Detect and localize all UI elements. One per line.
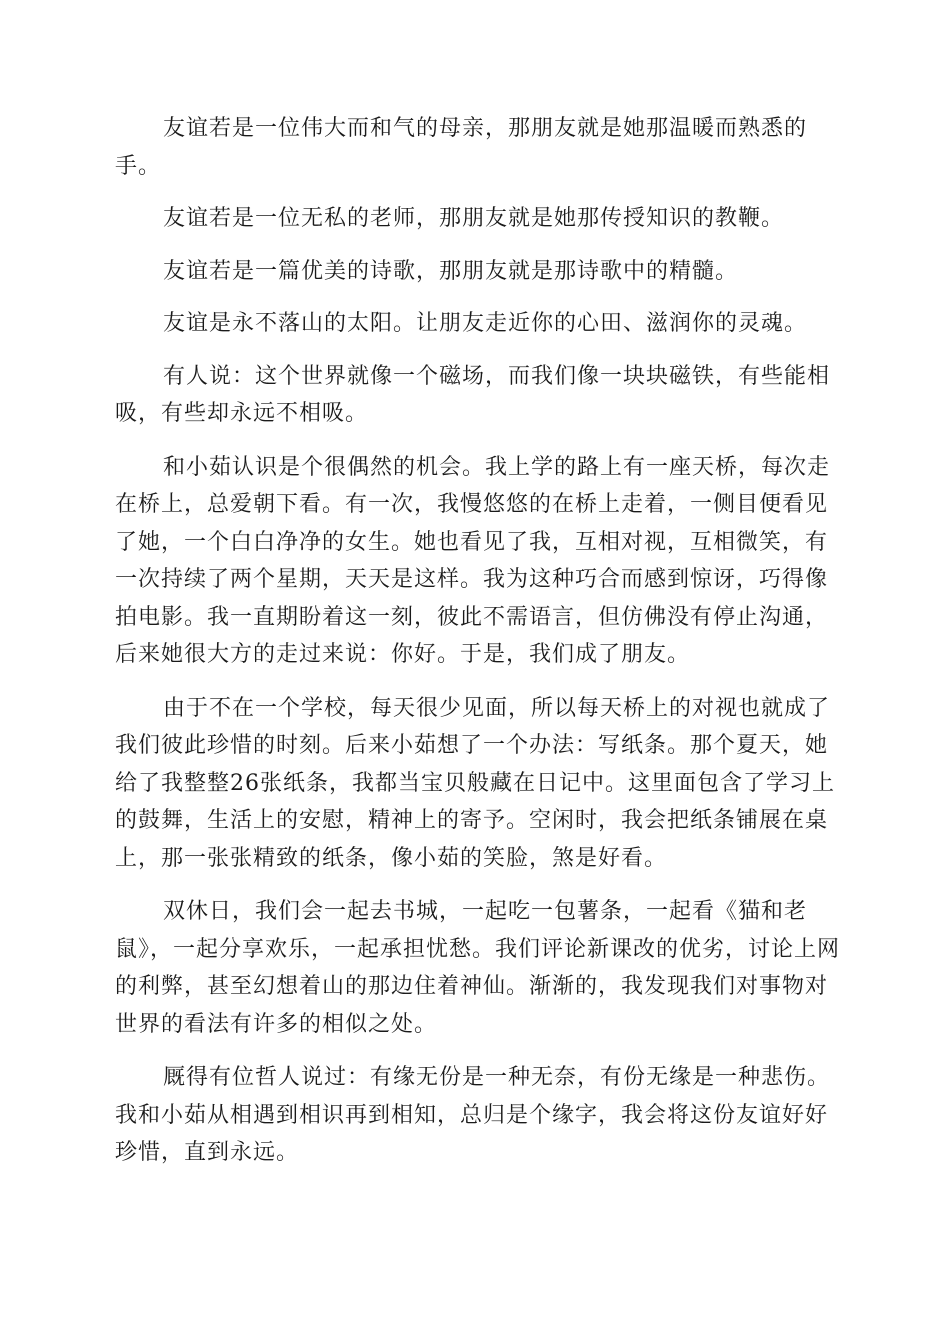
paragraph-2: 友谊若是一位无私的老师，那朋友就是她那传授知识的教鞭。 xyxy=(163,206,785,231)
document-body xyxy=(115,110,840,1188)
paragraph-5: 有人说：这个世界就像一个磁场，而我们像一块块磁铁，有些能相吸，有些却永远不相吸。 xyxy=(115,363,831,426)
paragraph-7: 由于不在一个学校，每天很少见面，所以每天桥上的对视也就成了我们彼此珍惜的时刻。后来小茹想了一个办法：写纸条。那个夏天，她给了我整整26张纸条，我都当宝贝般藏在日记中。这里面包含了学习上的鼓舞，生活上的安慰，精神上的寄予。空闲时，我会把纸条铺展在桌上，那一张张精致的纸条，像小茹的笑脸，煞是好看。 xyxy=(115,695,835,871)
paragraph-4: 友谊是永不落山的太阳。让朋友走近你的心田、滋润你的灵魂。 xyxy=(163,311,808,336)
paragraph-6: 和小茹认识是个很偶然的机会。我上学的路上有一座天桥，每次走在桥上，总爱朝下看。有一次，我慢悠悠的在桥上走着，一侧目便看见了她，一个白白净净的女生。她也看见了我，互相对视，互相微笑，有一次持续了两个星期，天天是这样。我为这种巧合而感到惊讶，巧得像拍电影。我一直期盼着这一刻，彼此不需语言，但仿佛没有停止沟通，后来她很大方的走过来说：你好。于是，我们成了朋友。 xyxy=(115,454,831,667)
paragraph-8: 双休日，我们会一起去书城，一起吃一包薯条，一起看《猫和老鼠》，一起分享欢乐，一起承担忧愁。我们评论新课改的优劣，讨论上网的利弊，甚至幻想着山的那边住着神仙。渐渐的，我发现我们对事物对世界的看法有许多的相似之处。 xyxy=(115,899,841,1037)
paragraph-9: 厩得有位哲人说过：有缘无份是一种无奈，有份无缘是一种悲伤。我和小茹从相遇到相识再到相知，总归是个缘字，我会将这份友谊好好珍惜，直到永远。 xyxy=(115,1065,831,1165)
paragraph-3: 友谊若是一篇优美的诗歌，那朋友就是那诗歌中的精髓。 xyxy=(163,258,739,284)
paragraph-1: 友谊若是一位伟大而和气的母亲，那朋友就是她那温暖而熟悉的手。 xyxy=(115,116,808,179)
